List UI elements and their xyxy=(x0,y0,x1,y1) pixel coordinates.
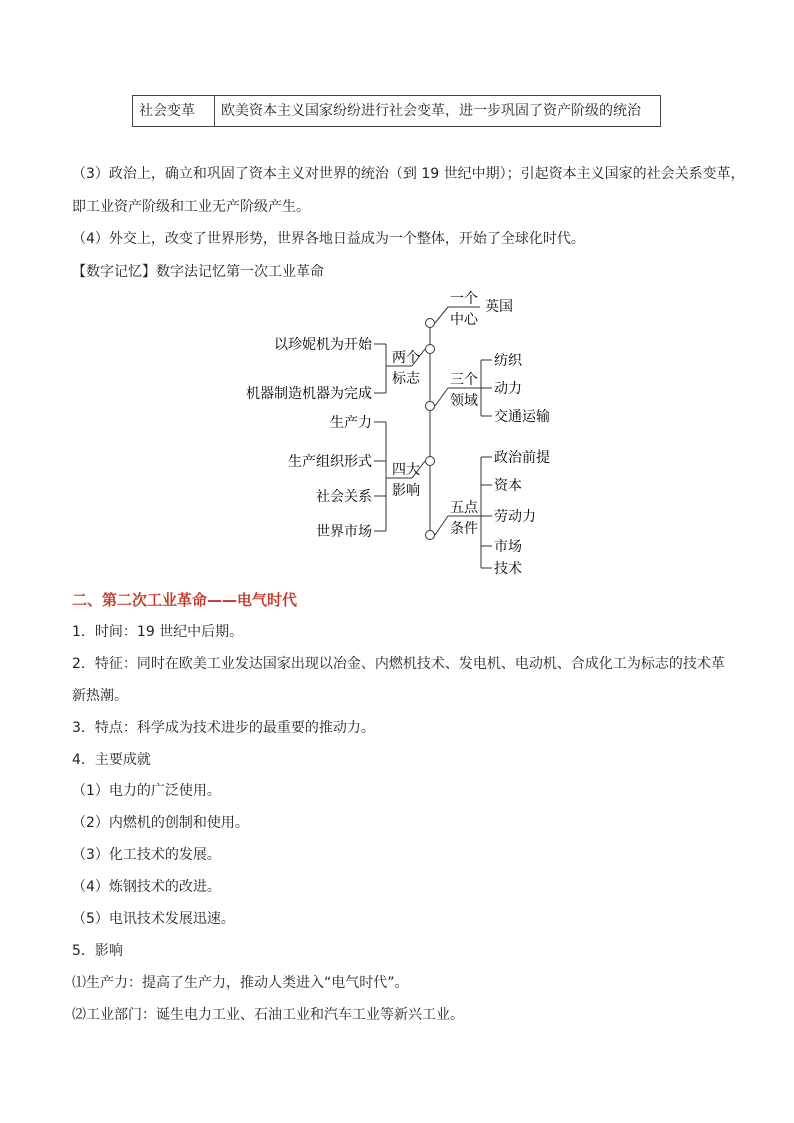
memory-title: 【数字记忆】数字法记忆第一次工业革命 xyxy=(72,264,324,280)
section-2-title: 二、第二次工业革命——电气时代 xyxy=(72,591,298,609)
impact-1: ⑴生产力：提高了生产力，推动人类进入“电气时代”。 xyxy=(72,975,409,991)
node-center xyxy=(426,319,435,328)
line-4-achievements: 4．主要成就 xyxy=(72,752,151,768)
node-conditions xyxy=(426,531,435,540)
center-label-top: 一个 xyxy=(450,291,478,307)
paragraph-3-line-1: （3）政治上，确立和巩固了资本主义对世界的统治（到 19 世纪中期）；引起资本主义国家的社会关系变革， xyxy=(72,166,745,182)
fields-item-3: 交通运输 xyxy=(494,409,550,425)
fields-item-1: 纺织 xyxy=(494,353,522,369)
conditions-item-3: 劳动力 xyxy=(494,509,536,525)
impacts-item-3: 社会关系 xyxy=(316,489,372,505)
impacts-label-bottom: 影响 xyxy=(392,483,420,499)
line-3-trait: 3．特点：科学成为技术进步的最重要的推动力。 xyxy=(72,720,375,736)
paragraph-4: （4）外交上，改变了世界形势，世界各地日益成为一个整体，开始了全球化时代。 xyxy=(72,231,585,247)
impacts-item-2: 生产组织形式 xyxy=(288,454,372,470)
center-item: 英国 xyxy=(485,299,513,315)
fields-label-bottom: 领域 xyxy=(450,393,478,409)
line-2-feature-b: 新热潮。 xyxy=(72,688,128,704)
achievement-3: （3）化工技术的发展。 xyxy=(72,847,221,863)
fields-label-top: 三个 xyxy=(450,372,478,388)
line-5-impact: 5．影响 xyxy=(72,943,123,959)
conditions-item-2: 资本 xyxy=(494,478,522,494)
achievement-4: （4）炼钢技术的改进。 xyxy=(72,879,221,895)
table-row-content: 欧美资本主义国家纷纷进行社会变革，进一步巩固了资产阶级的统治 xyxy=(221,103,641,119)
conditions-item-1: 政治前提 xyxy=(494,450,550,466)
impacts-label-top: 四大 xyxy=(392,462,420,478)
fields-item-2: 动力 xyxy=(494,381,522,397)
impacts-item-4: 世界市场 xyxy=(316,524,372,540)
paragraph-3-line-2: 即工业资产阶级和工业无产阶级产生。 xyxy=(72,199,310,215)
signs-label-top: 两个 xyxy=(392,350,420,366)
achievement-1: （1）电力的广泛使用。 xyxy=(72,783,221,799)
line-1-time: 1．时间：19 世纪中后期。 xyxy=(72,624,244,640)
conditions-label-bottom: 条件 xyxy=(450,521,478,537)
node-fields xyxy=(426,402,435,411)
signs-label-bottom: 标志 xyxy=(392,371,420,387)
node-signs xyxy=(426,345,435,354)
conditions-label-top: 五点 xyxy=(450,500,478,516)
achievement-5: （5）电讯技术发展迅速。 xyxy=(72,911,235,927)
signs-item-2: 机器制造机器为完成 xyxy=(246,386,372,402)
line-2-feature-a: 2．特征：同时在欧美工业发达国家出现以冶金、内燃机技术、发电机、电动机、合成化工为标志的技术革 xyxy=(72,656,725,672)
impacts-item-1: 生产力 xyxy=(330,415,372,431)
conditions-item-5: 技术 xyxy=(494,561,522,577)
signs-item-1: 以珍妮机为开始 xyxy=(274,337,372,353)
center-label-bottom: 中心 xyxy=(450,312,478,328)
achievement-2: （2）内燃机的创制和使用。 xyxy=(72,815,249,831)
impact-2: ⑵工业部门：诞生电力工业、石油工业和汽车工业等新兴工业。 xyxy=(72,1007,464,1023)
conditions-item-4: 市场 xyxy=(494,539,522,555)
node-impacts xyxy=(426,457,435,466)
table-row-label: 社会变革 xyxy=(133,96,215,126)
